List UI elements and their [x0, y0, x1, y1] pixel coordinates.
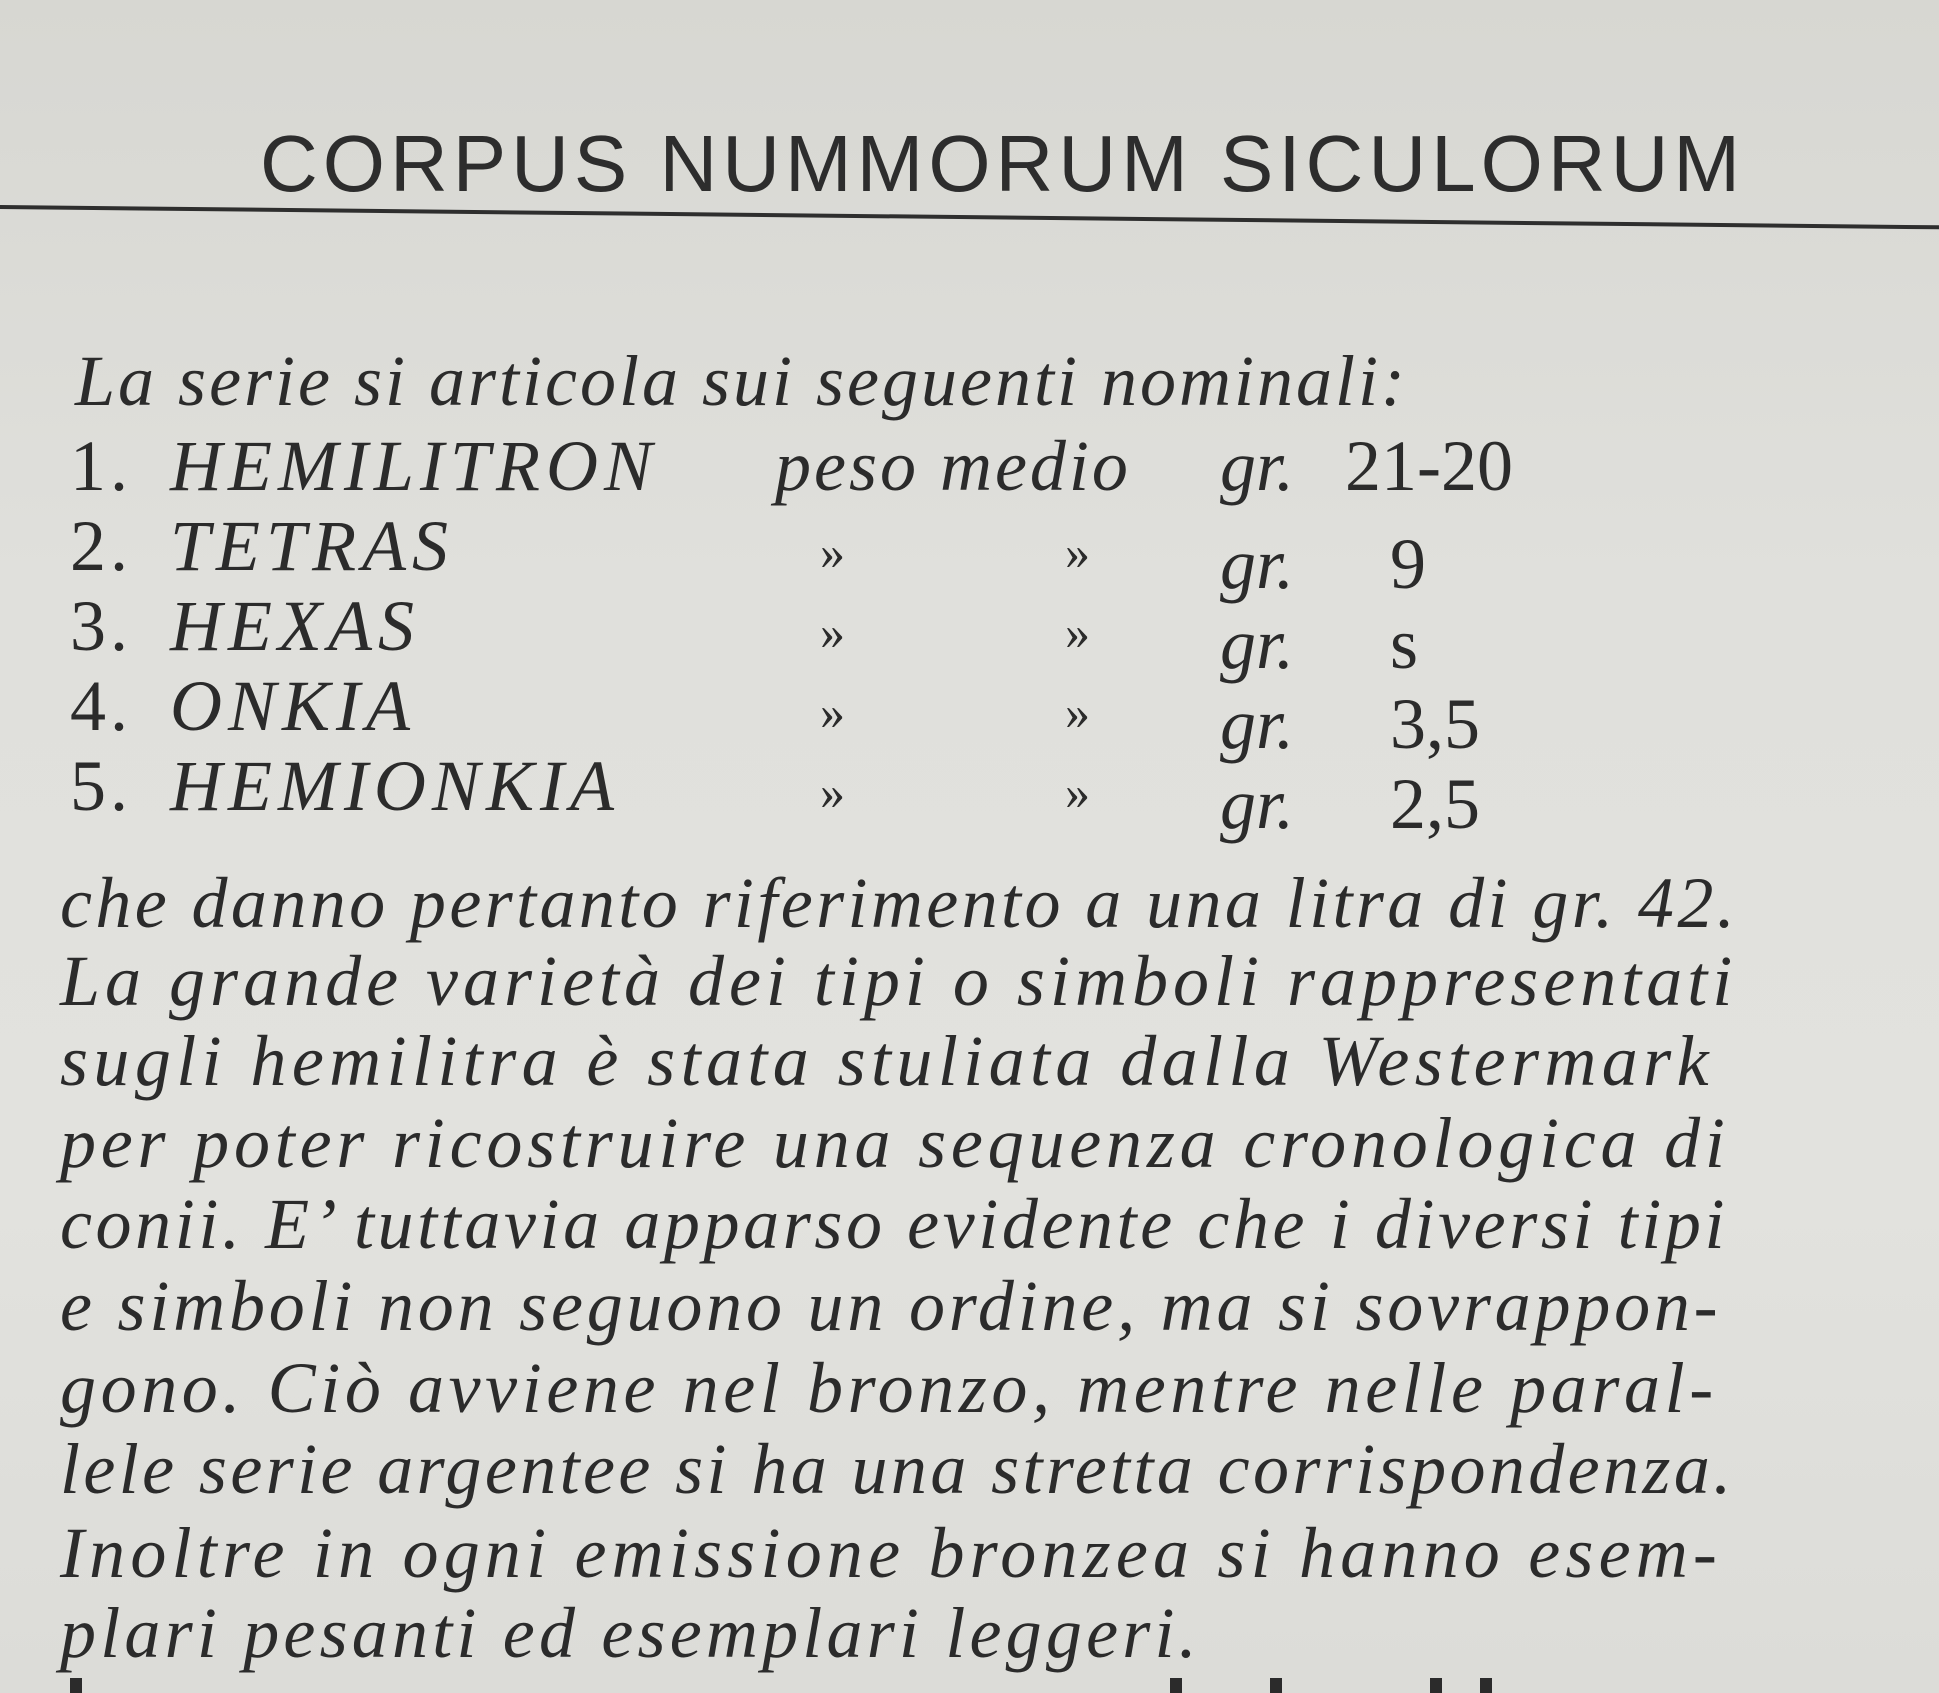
- ditto-mark: »: [1065, 764, 1090, 820]
- weight-value: 3,5: [1390, 684, 1480, 764]
- denomination-name: HEXAS: [170, 586, 420, 666]
- denomination-number: 5.: [70, 746, 132, 826]
- paragraph-line: Inoltre in ogni emissione bronzea si hanno esem-: [60, 1513, 1723, 1593]
- denomination-row-4: [60, 665, 1560, 764]
- paragraph-line: che danno pertanto riferimento a una litra di gr. 42.: [60, 863, 1739, 943]
- gram-unit: gr.: [1220, 604, 1295, 684]
- gram-unit: gr.: [1220, 524, 1295, 604]
- paragraph-line: conii. E’ tuttavia apparso evidente che i diversi tipi: [60, 1184, 1729, 1264]
- cropped-next-line: [60, 1670, 1510, 1693]
- running-head: CORPUS NUMMORUM SICULORUM: [260, 119, 1745, 208]
- denomination-row-1: [60, 425, 1560, 505]
- intro-line: La serie si articola sui seguenti nominali:: [75, 341, 1408, 421]
- ditto-mark: »: [820, 524, 845, 580]
- denomination-name: HEMIONKIA: [170, 746, 620, 826]
- denomination-number: 1.: [70, 426, 132, 506]
- weight-label: peso medio: [775, 426, 1131, 506]
- paragraph-line: plari pesanti ed esemplari leggeri.: [60, 1593, 1201, 1673]
- denomination-name: HEMILITRON: [170, 426, 658, 506]
- denomination-name: ONKIA: [170, 666, 416, 746]
- denomination-row-2: [60, 505, 1560, 604]
- weight-value: 21-20: [1345, 426, 1513, 506]
- denomination-number: 2.: [70, 506, 132, 586]
- weight-value: s: [1390, 604, 1419, 684]
- ditto-mark: »: [820, 764, 845, 820]
- paragraph-line: per poter ricostruire una sequenza cronologica di: [60, 1103, 1730, 1183]
- gram-unit: gr.: [1220, 426, 1295, 506]
- gram-unit: gr.: [1220, 764, 1295, 844]
- ditto-mark: »: [820, 604, 845, 660]
- ditto-mark: »: [1065, 684, 1090, 740]
- weight-value: 9: [1390, 524, 1426, 604]
- gram-unit: gr.: [1220, 684, 1295, 764]
- paragraph-line: sugli hemilitra è stata stuliata dalla Westermark: [60, 1021, 1714, 1101]
- denomination-name: TETRAS: [170, 506, 455, 586]
- denomination-number: 4.: [70, 666, 132, 746]
- paragraph-line: e simboli non seguono un ordine, ma si sovrappon-: [60, 1266, 1722, 1346]
- denomination-row-3: [60, 585, 1560, 684]
- paragraph-line: gono. Ciò avviene nel bronzo, mentre nelle paral-: [60, 1348, 1718, 1428]
- denomination-number: 3.: [70, 586, 132, 666]
- paragraph-line: La grande varietà dei tipi o simboli rappresentati: [60, 941, 1738, 1021]
- ditto-mark: »: [1065, 524, 1090, 580]
- weight-value: 2,5: [1390, 764, 1480, 844]
- ditto-mark: »: [1065, 604, 1090, 660]
- paragraph-line: lele serie argentee si ha una stretta corrispondenza.: [60, 1429, 1735, 1509]
- denomination-row-5: [60, 745, 1560, 844]
- ditto-mark: »: [820, 684, 845, 740]
